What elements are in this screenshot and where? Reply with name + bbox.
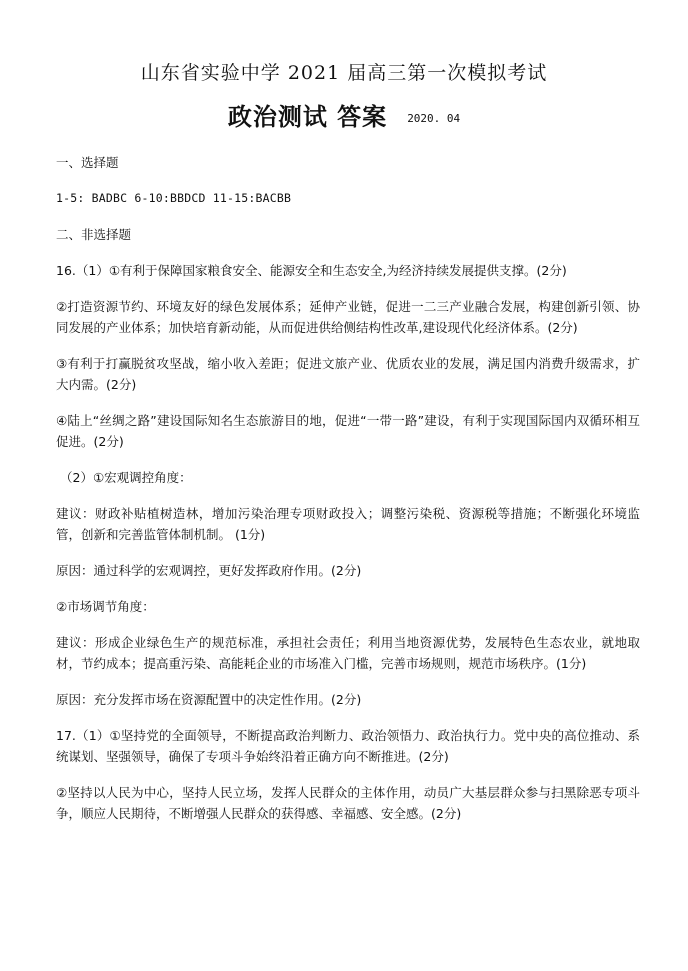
section-heading-multiple-choice: 一、选择题 (56, 155, 119, 170)
section-heading-non-multiple-choice: 二、非选择题 (56, 227, 132, 242)
answer-paragraph: 16.（1）①有利于保障国家粮食安全、能源安全和生态安全,为经济持续发展提供支撑。(2分) (56, 263, 567, 278)
subtitle-row (0, 100, 688, 139)
answer-paragraph: 建议：财政补贴植树造林，增加污染治理专项财政投入；调整污染税、资源税等措施；不断强化环境监管，创新和完善监管体制机制。 (1分) (56, 506, 640, 542)
answer-paragraph: 原因：通过科学的宏观调控，更好发挥政府作用。(2分) (56, 563, 362, 578)
multiple-choice-answers: 1-5: BADBC 6-10:BBDCD 11-15:BACBB (56, 191, 292, 205)
answer-paragraph: 建议：形成企业绿色生产的规范标准，承担社会责任；利用当地资源优势，发展特色生态农业，就地取材，节约成本；提高重污染、高能耗企业的市场准入门槛，完善市场规则，规范市场秩序。(1分) (56, 635, 640, 671)
answer-paragraph: ②打造资源节约、环境友好的绿色发展体系；延伸产业链，促进一二三产业融合发展，构建创新引领、协同发展的产业体系；加快培育新动能，从而促进供给侧结构性改革,建设现代化经济体系。(2分) (56, 299, 640, 335)
answer-paragraph: ④陆上“丝绸之路”建设国际知名生态旅游目的地，促进“一带一路”建设，有利于实现国际国内双循环相互促进。(2分) (56, 413, 640, 449)
answer-paragraph: 原因：充分发挥市场在资源配置中的决定性作用。(2分) (56, 692, 362, 707)
exam-title: 山东省实验中学 2021 届高三第一次模拟考试 (140, 62, 548, 84)
answer-paragraph: ②市场调节角度： (56, 599, 155, 614)
answer-paragraph: （2）①宏观调控角度： (60, 470, 192, 485)
answer-paragraph: 17.（1）①坚持党的全面领导，不断提高政治判断力、政治领悟力、政治执行力。党中央的高位推动、系统谋划、坚强领导，确保了专项斗争始终沿着正确方向不断推进。(2分) (56, 728, 640, 764)
answer-paragraph: ③有利于打赢脱贫攻坚战，缩小收入差距；促进文旅产业、优质农业的发展，满足国内消费升级需求，扩大内需。(2分) (56, 356, 640, 392)
exam-date: 2020. 04 (407, 112, 461, 125)
answer-content (56, 152, 640, 839)
answer-subtitle: 政治测试 答案 (227, 103, 388, 131)
answer-paragraph: ②坚持以人民为中心，坚持人民立场，发挥人民群众的主体作用，动员广大基层群众参与扫黑除恶专项斗争，顺应人民期待，不断增强人民群众的获得感、幸福感、安全感。(2分) (56, 785, 640, 821)
